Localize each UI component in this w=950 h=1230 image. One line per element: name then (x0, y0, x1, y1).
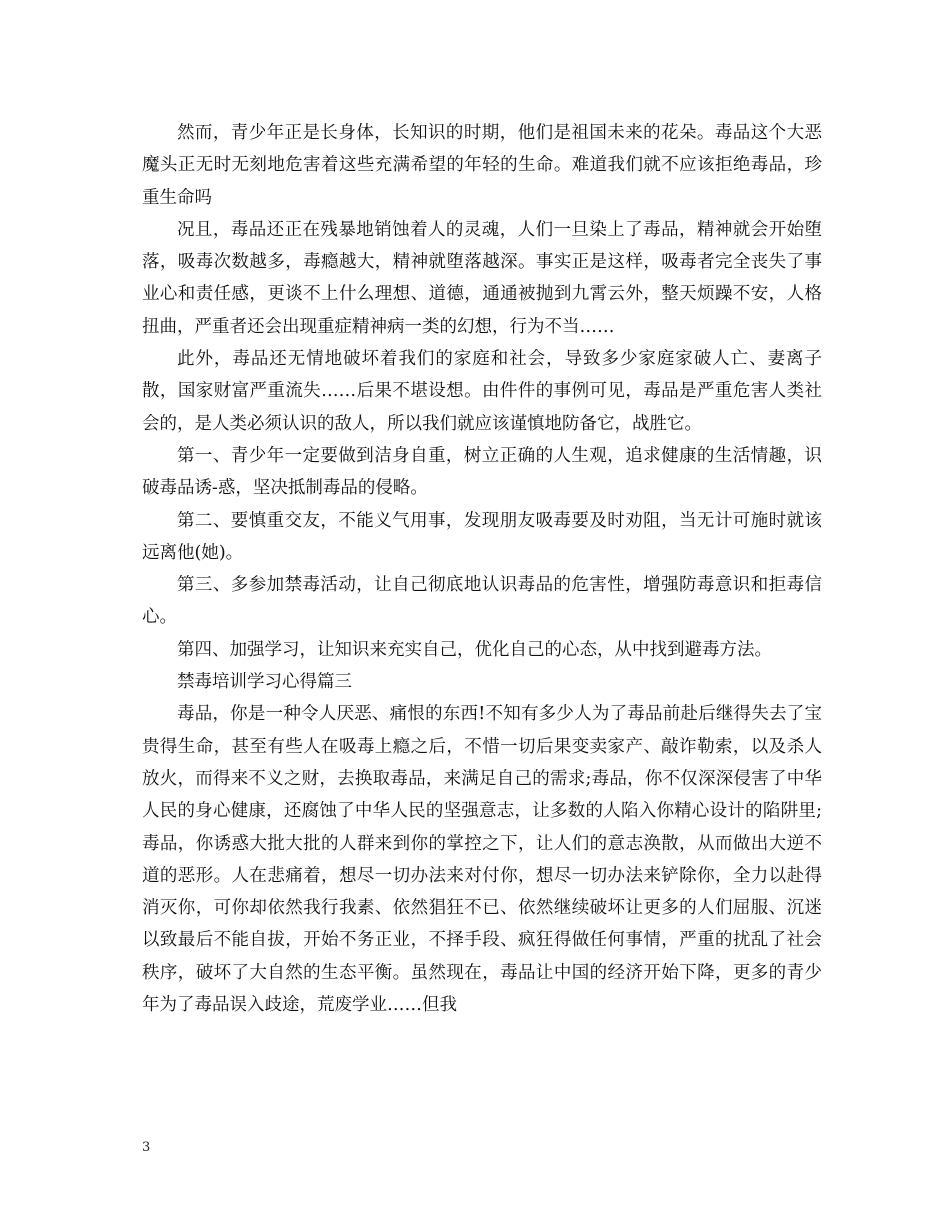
paragraph-point-two: 第二、要慎重交友，不能义气用事，发现朋友吸毒要及时劝阻，当无计可施时就该远离他(她)。 (142, 510, 822, 563)
paragraph-essay-three: 毒品，你是一种令人厌恶、痛恨的东西!不知有多少人为了毒品前赴后继得失去了宝贵得生命，甚至有些人在吸毒上瘾之后，不惜一切后果变卖家产、敲诈勒索，以及杀人放火，而得来不义之财，去换取毒品，来满足自己的需求;毒品，你不仅深深侵害了中华人民的身心健康，还腐蚀了中华人民的坚强意志，让多数的人陷入你精心设计的陷阱里;毒品，你诱惑大批大批的人群来到你的掌控之下，让人们的意志涣散，从而做出大逆不道的恶形。人在悲痛着，想尽一切办法来对付你，想尽一切办法来铲除你，全力以赴得消灭你，可你却依然我行我素、依然猖狂不已、依然继续破坏让更多的人们屈服、沉迷以致最后不能自拔，开始不务正业，不择手段、疯狂得做任何事情，严重的扰乱了社会秩序，破坏了大自然的生态平衡。虽然现在，毒品让中国的经济开始下降，更多的青少年为了毒品误入歧途，荒废学业……但我 (142, 704, 822, 1016)
paragraph-youth: 然而，青少年正是长身体，长知识的时期，他们是祖国未来的花朵。毒品这个大恶魔头正无时无刻地危害着这些充满希望的年轻的生命。难道我们就不应该拒绝毒品，珍重生命吗 (142, 123, 822, 208)
document-body (142, 117, 822, 1021)
paragraph-point-three: 第三、多参加禁毒活动，让自己彻底地认识毒品的危害性，增强防毒意识和拒毒信心。 (142, 575, 822, 628)
page-number: 3 (142, 1140, 151, 1155)
paragraph-family-society: 此外，毒品还无情地破坏着我们的家庭和社会，导致多少家庭家破人亡、妻离子散，国家财富严重流失……后果不堪设想。由件件的事例可见，毒品是严重危害人类社会的，是人类必须认识的敌人，所以我们就应该谨慎地防备它，战胜它。 (142, 349, 822, 434)
section-heading: 禁毒培训学习心得篇三 (177, 672, 352, 693)
paragraph-point-four: 第四、加强学习，让知识来充实自己，优化自己的心态，从中找到避毒方法。 (177, 639, 772, 660)
paragraph-soul-corrosion: 况且，毒品还正在残暴地销蚀着人的灵魂，人们一旦染上了毒品，精神就会开始堕落，吸毒次数越多，毒瘾越大，精神就堕落越深。事实正是这样，吸毒者完全丧失了事业心和责任感，更谈不上什么理想、道德，通通被抛到九霄云外，整天烦躁不安，人格扭曲，严重者还会出现重症精神病一类的幻想，行为不当…… (142, 219, 822, 337)
paragraph-point-one: 第一、青少年一定要做到洁身自重，树立正确的人生观，追求健康的生活情趣，识破毒品诱-惑，坚决抵制毒品的侵略。 (142, 445, 822, 499)
